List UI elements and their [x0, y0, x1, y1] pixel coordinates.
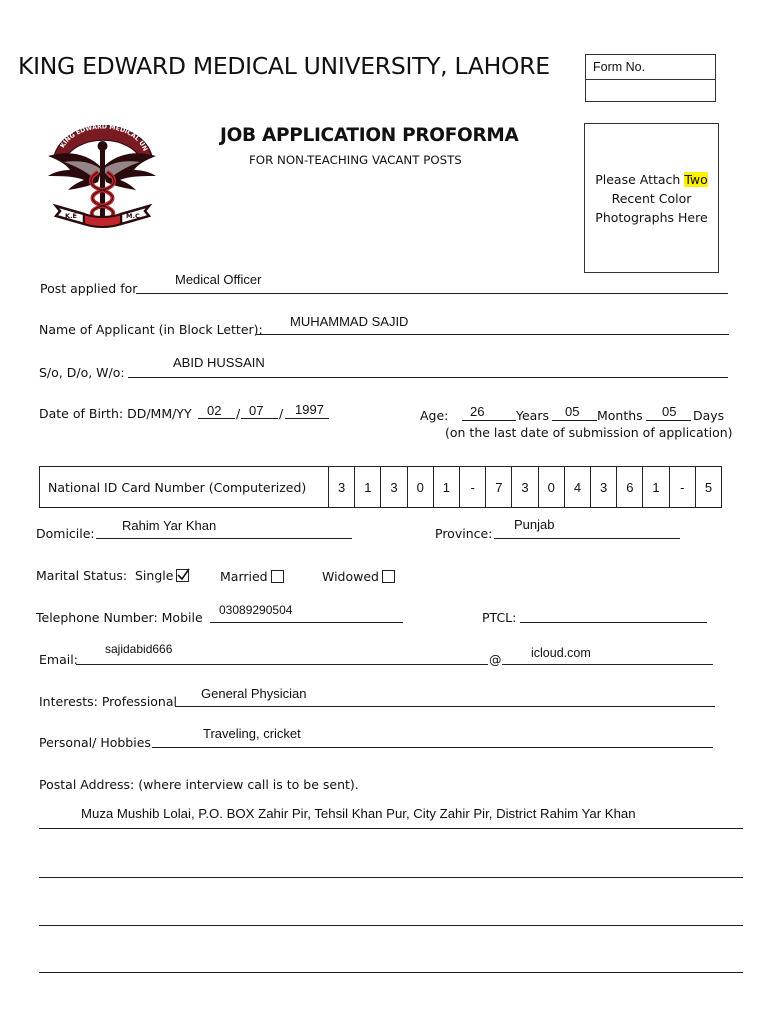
cnic-digit[interactable]: 0 [539, 467, 565, 507]
photo-text-3: Photographs Here [595, 209, 708, 225]
postal-label: Postal Address: (where interview call is to be sent). [39, 777, 359, 792]
postal-line-3[interactable] [39, 925, 743, 926]
marital-married[interactable] [220, 569, 284, 584]
photo-text-highlight: Two [684, 171, 708, 187]
days-label: Days [693, 408, 725, 423]
photo-box [584, 123, 719, 273]
months-label: Months [597, 408, 643, 423]
post-field[interactable]: Medical Officer [175, 272, 262, 287]
postal-address-field[interactable]: Muza Mushib Lolai, P.O. BOX Zahir Pir, Tehsil Khan Pur, City Zahir Pir, District Rahim Yar Khan [81, 806, 636, 821]
marital-single[interactable] [135, 568, 189, 583]
widowed-checkbox[interactable] [382, 570, 395, 583]
cnic-digit[interactable]: 3 [329, 467, 355, 507]
interests-label: Interests: Professional [39, 694, 177, 709]
dob-sep-2: / [279, 406, 284, 421]
name-field[interactable]: MUHAMMAD SAJID [290, 314, 409, 329]
university-logo [40, 110, 165, 235]
marital-label: Marital Status: [36, 568, 128, 583]
married-checkbox[interactable] [271, 570, 284, 583]
logo-arc-text: KING EDWARD MEDICAL UN [59, 123, 149, 153]
dob-month-field[interactable]: 07 [249, 403, 264, 418]
email-user-field[interactable]: sajidabid666 [105, 642, 173, 656]
dob-label: Date of Birth: DD/MM/YY [39, 406, 192, 421]
province-label: Province: [435, 526, 493, 541]
form-subtitle: FOR NON-TEACHING VACANT POSTS [249, 153, 462, 167]
cnic-digit[interactable]: 5 [704, 479, 713, 495]
postal-line-2[interactable] [39, 877, 743, 878]
logo-left-text: K.E [65, 212, 77, 220]
logo-right-text: M.C [126, 212, 140, 220]
university-name: KING EDWARD MEDICAL UNIVERSITY, LAHORE [18, 52, 550, 80]
domicile-label: Domicile: [36, 526, 95, 541]
ptcl-field[interactable] [520, 606, 707, 622]
dob-day-field[interactable]: 02 [207, 403, 222, 418]
cnic-digit[interactable]: 7 [486, 467, 512, 507]
single-label: Single [135, 568, 174, 583]
dob-sep-1: / [236, 406, 241, 421]
years-label: Years [516, 408, 549, 423]
form-number-box [585, 54, 716, 102]
age-days-field[interactable]: 05 [662, 404, 677, 419]
single-checkbox[interactable] [176, 569, 189, 582]
age-note: (on the last date of submission of application) [445, 425, 733, 440]
photo-text-1a: Please Attach [595, 171, 685, 187]
cnic-digit[interactable]: 1 [355, 467, 381, 507]
age-months-field[interactable]: 05 [565, 404, 580, 419]
cnic-table [39, 466, 722, 508]
dob-year-field[interactable]: 1997 [295, 402, 324, 417]
parent-label: S/o, D/o, W/o: [39, 365, 125, 380]
name-label: Name of Applicant (in Block Letter): [39, 322, 263, 337]
phone-label: Telephone Number: Mobile [36, 610, 203, 625]
photo-text-2: Recent Color [611, 190, 692, 206]
mobile-field[interactable]: 03089290504 [219, 603, 293, 617]
form-title: JOB APPLICATION PROFORMA [220, 125, 519, 146]
province-field[interactable]: Punjab [514, 517, 555, 532]
age-label: Age: [420, 408, 449, 423]
cnic-dash: - [460, 467, 486, 507]
cnic-digit[interactable]: 6 [617, 467, 643, 507]
cnic-digit[interactable]: 4 [565, 467, 591, 507]
marital-widowed[interactable] [322, 569, 395, 584]
form-number-field[interactable] [586, 80, 715, 102]
form-number-label: Form No. [586, 55, 715, 80]
hobbies-field[interactable]: Traveling, cricket [203, 726, 301, 741]
postal-line-4[interactable] [39, 972, 743, 973]
ptcl-label: PTCL: [482, 610, 517, 625]
domicile-field[interactable]: Rahim Yar Khan [122, 518, 217, 533]
parent-field[interactable]: ABID HUSSAIN [173, 355, 265, 370]
interests-field[interactable]: General Physician [201, 686, 307, 701]
age-years-field[interactable]: 26 [470, 404, 485, 419]
cnic-label: National ID Card Number (Computerized) [40, 467, 329, 507]
cnic-digit[interactable]: 3 [591, 467, 617, 507]
email-label: Email: [39, 652, 78, 667]
cnic-digit[interactable]: 1 [434, 467, 460, 507]
cnic-digit[interactable]: 0 [408, 467, 434, 507]
cnic-digit[interactable]: 3 [512, 467, 538, 507]
widowed-label: Widowed [322, 569, 379, 584]
married-label: Married [220, 569, 268, 584]
post-label: Post applied for [40, 281, 138, 296]
cnic-dash: - [670, 467, 696, 507]
cnic-digit[interactable]: 1 [643, 467, 669, 507]
email-domain-field[interactable]: icloud.com [531, 646, 591, 660]
email-at: @ [489, 652, 502, 667]
cnic-digit[interactable]: 3 [381, 467, 407, 507]
hobbies-label: Personal/ Hobbies [39, 735, 151, 750]
